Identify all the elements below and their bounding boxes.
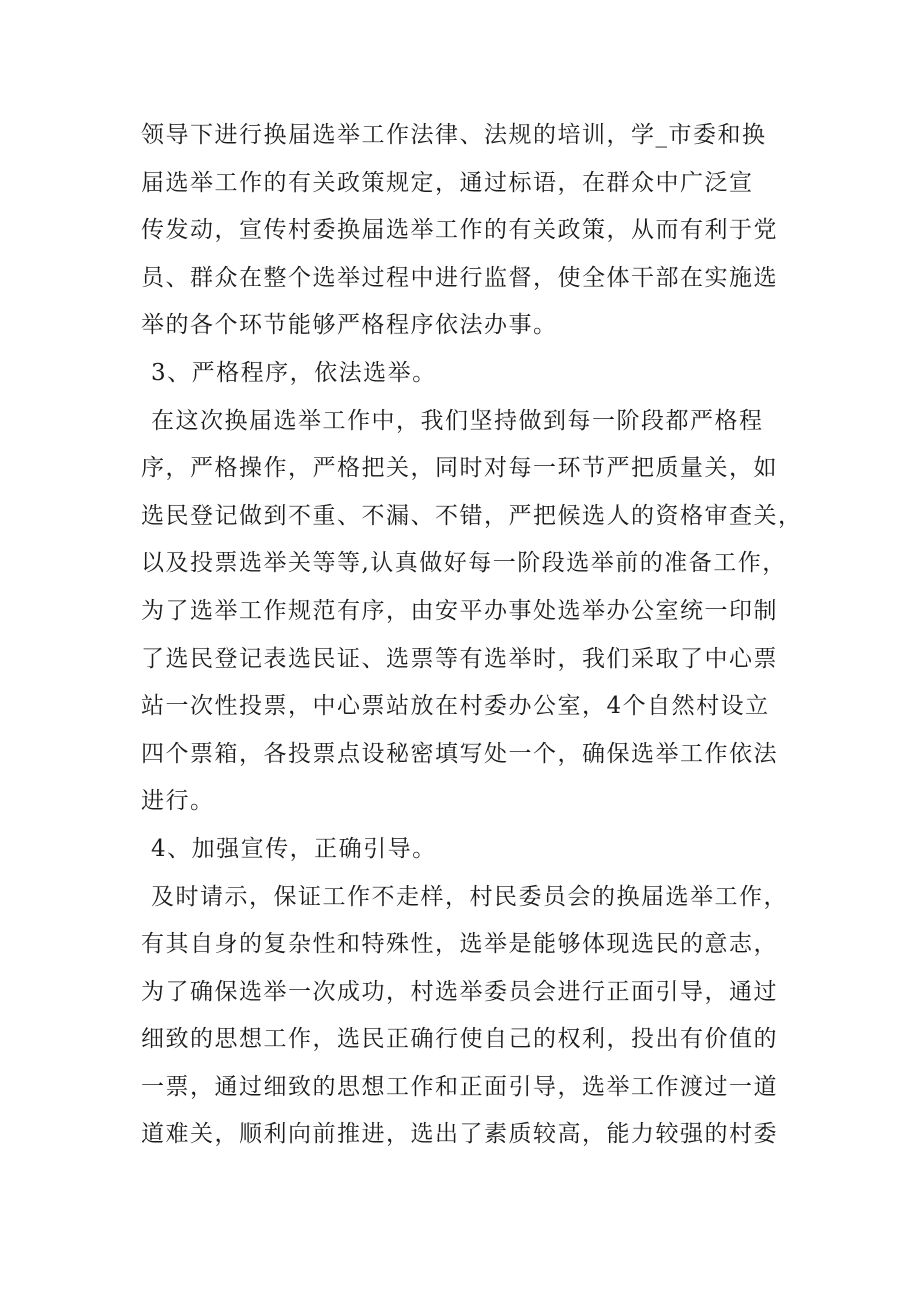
text-line: 及时请示，保证工作不走样，村民委员会的换届选举工作， xyxy=(151,883,788,910)
text-line: 道难关，顺利向前推进，选出了素质较高，能力较强的村委 xyxy=(141,1121,778,1148)
text-line: 四个票箱，各投票点设秘密填写处一个，确保选举工作依法 xyxy=(141,740,778,767)
text-line: 一票，通过细致的思想工作和正面引导，选举工作渡过一道 xyxy=(141,1073,778,1100)
text-line: 细致的思想工作，选民正确行使自己的权利，投出有价值的 xyxy=(141,1026,778,1053)
text-line: 了选民登记表选民证、选票等有选举时，我们采取了中心票 xyxy=(141,645,778,672)
text-line: 为了确保选举一次成功，村选举委员会进行正面引导，通过 xyxy=(141,978,778,1005)
text-line: 届选举工作的有关政策规定，通过标语，在群众中广泛宣 xyxy=(141,169,754,196)
text-line: 3、严格程序，依法选举。 xyxy=(151,359,437,386)
text-line: 在这次换届选举工作中，我们坚持做到每一阶段都严格程 xyxy=(151,407,764,434)
text-line: 传发动，宣传村委换届选举工作的有关政策，从而有利于党 xyxy=(141,217,778,244)
text-line: 有其自身的复杂性和特殊性，选举是能够体现选民的意志， xyxy=(141,931,778,958)
text-line: 员、群众在整个选举过程中进行监督，使全体干部在实施选 xyxy=(141,264,778,291)
text-line: 选民登记做到不重、不漏、不错，严把候选人的资格审查关， xyxy=(141,502,803,529)
text-line: 为了选举工作规范有序，由安平办事处选举办公室统一印制 xyxy=(141,597,778,624)
text-line: 4、加强宣传，正确引导。 xyxy=(151,835,437,862)
text-line: 领导下进行换届选举工作法律、法规的培训，学_市委和换 xyxy=(141,122,767,148)
document-body xyxy=(141,112,803,1159)
text-line: 站一次性投票，中心票站放在村委办公室，4个自然村设立 xyxy=(141,693,770,720)
text-line: 序，严格操作，严格把关，同时对每一环节严把质量关，如 xyxy=(141,455,778,482)
text-line: 进行。 xyxy=(141,788,215,815)
text-line: 举的各个环节能够严格程序依法办事。 xyxy=(141,312,558,339)
text-line: 以及投票选举关等等,认真做好每一阶段选举前的准备工作， xyxy=(141,550,787,577)
